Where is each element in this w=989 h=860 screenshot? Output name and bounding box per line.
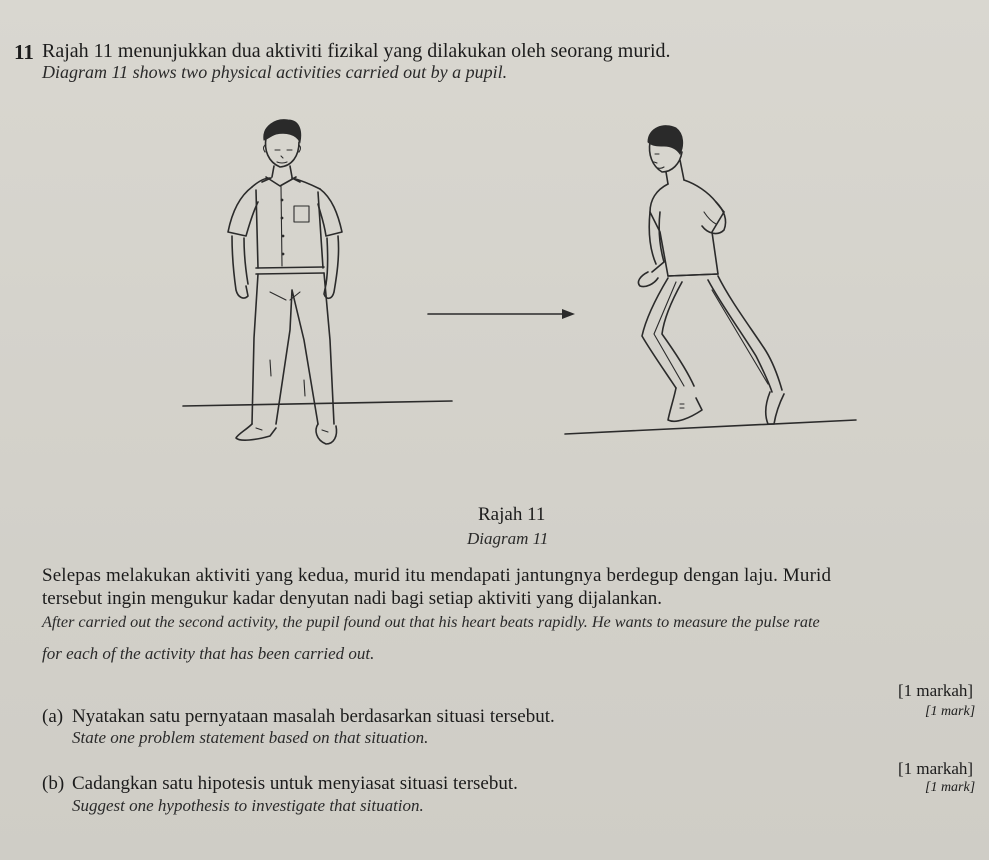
running-pupil-illustration: [565, 126, 856, 434]
situation-malay-line-1: Selepas melakukan aktiviti yang kedua, murid itu mendapati jantungnya berdegup dengan laju. Murid: [42, 565, 832, 586]
activity-arrow: [428, 309, 575, 319]
situation-english-line-1: After carried out the second activity, the pupil found out that his heart beats rapidly. He wants to measure the pulse rate: [42, 613, 820, 631]
part-a-text-malay: Nyatakan satu pernyataan masalah berdasarkan situasi tersebut.: [72, 706, 555, 727]
part-b-mark-malay: [1 markah]: [898, 759, 974, 778]
part-b-text-malay: Cadangkan satu hipotesis untuk menyiasat situasi tersebut.: [72, 773, 518, 794]
question-title-english: Diagram 11 shows two physical activities carried out by a pupil.: [42, 62, 508, 82]
question-number: 11: [14, 40, 34, 64]
diagram-label-malay: Rajah 11: [478, 504, 546, 525]
part-b-label: (b): [42, 773, 65, 794]
question-title-malay: Rajah 11 menunjukkan dua aktiviti fizikal yang dilakukan oleh seorang murid.: [42, 40, 671, 62]
situation-malay-line-2: tersebut ingin mengukur kadar denyutan nadi bagi setiap aktiviti yang dijalankan.: [42, 588, 662, 609]
part-a-text-english: State one problem statement based on that situation.: [72, 728, 429, 747]
situation-english-line-2: for each of the activity that has been carried out.: [42, 644, 375, 663]
part-b-text-english: Suggest one hypothesis to investigate that situation.: [72, 796, 424, 815]
part-a-mark-malay: [1 markah]: [898, 681, 974, 700]
standing-pupil-illustration: [183, 120, 452, 444]
part-a-mark-english: [1 mark]: [925, 704, 976, 719]
part-b-mark-english: [1 mark]: [925, 780, 976, 795]
part-a-label: (a): [42, 706, 64, 727]
diagram-label-english: Diagram 11: [467, 529, 549, 548]
